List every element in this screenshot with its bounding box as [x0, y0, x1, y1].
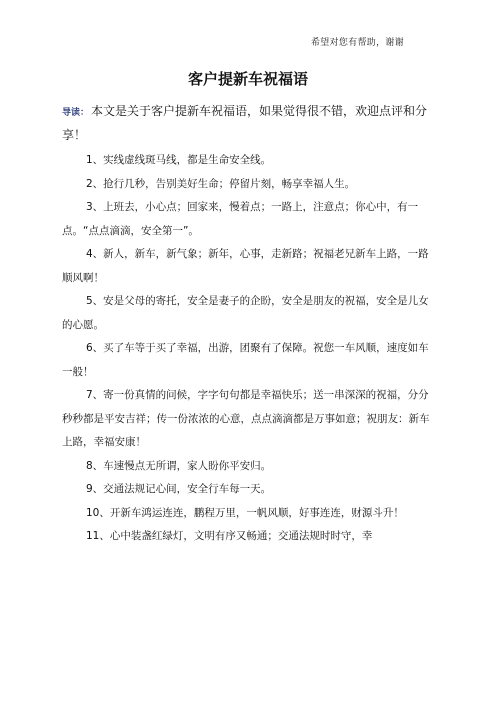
intro-text: 本文是关于客户提新车祝福语，如果觉得很不错，欢迎点评和分享！: [62, 104, 428, 142]
blessing-paragraph: 6、买了车等于买了幸福，出游，团聚有了保障。祝您一车风顺，速度如车一般！: [62, 342, 429, 378]
blessing-paragraph: 11、心中装盏红绿灯，文明有序又畅通；交通法规时时守，幸: [86, 530, 373, 542]
page-title: 客户提新车祝福语: [187, 70, 308, 88]
blessing-paragraph: 2、抢行几秒，告别美好生命；停留片刻，畅享幸福人生。: [86, 177, 356, 190]
blessing-paragraph: 1、实线虚线斑马线，都是生命安全线。: [86, 154, 272, 166]
blessing-paragraph: 3、上班去，小心点；回家来，慢着点；一路上，注意点；你心中，有一点。“点点滴滴，安全第一”。: [62, 201, 419, 237]
intro-label: 导读：: [62, 108, 90, 118]
header-note: 希望对您有帮助，谢谢: [310, 38, 404, 48]
blessing-paragraph: 10、开新车鸿运连连，鹏程万里，一帆风顺，好事连连，财源斗升！: [86, 506, 404, 519]
blessing-paragraph: 4、新人，新车，新气象；新年，心事，走新路；祝福老兄新车上路，一路顺风啊！: [62, 248, 429, 284]
blessing-paragraph: 9、交通法规记心间，安全行车每一天。: [86, 483, 272, 495]
blessing-paragraph: 7、寄一份真情的问候，字字句句都是幸福快乐；送一串深深的祝福，分分秒秒都是平安吉祥；传一份浓浓的心意，点点滴滴都是万事如意；祝朋友：新车上路，幸福安康！: [62, 389, 430, 448]
blessing-paragraph: 8、车速慢点无所谓，家人盼你平安归。: [86, 459, 272, 472]
document-body: [62, 100, 434, 549]
intro-paragraph: [62, 100, 434, 146]
blessing-paragraph: 5、安是父母的寄托，安全是妻子的企盼，安全是朋友的祝福，安全是儿女的心愿。: [62, 295, 429, 331]
